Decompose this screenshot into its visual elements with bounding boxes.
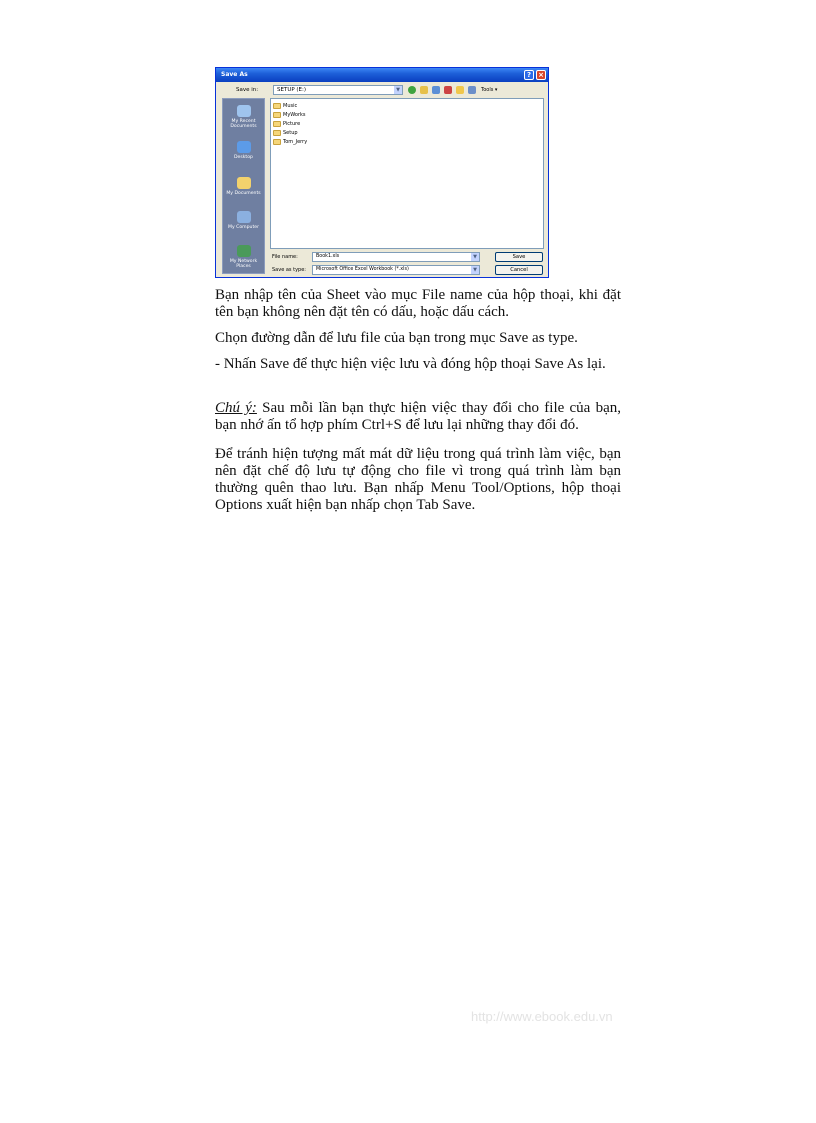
folder-item: Tom_Jerry	[273, 137, 307, 146]
up-folder-icon	[420, 86, 428, 94]
network-places-icon	[237, 245, 251, 257]
close-icon: ×	[536, 70, 546, 80]
folder-icon	[273, 103, 281, 109]
dialog-toolbar	[408, 85, 497, 95]
desktop-icon	[237, 141, 251, 153]
save-in-value: SETUP (E:)	[277, 87, 307, 93]
note-text: Sau mỗi lần bạn thực hiện việc thay đổi cho file của bạn, bạn nhớ ấn tổ hợp phím Ctrl+S để lưu lại những thay đổi đó.	[215, 400, 621, 433]
folder-icon	[273, 139, 281, 145]
paragraph-press-save: - Nhấn Save để thực hiện việc lưu và đóng hộp thoại Save As lại.	[215, 356, 606, 372]
recent-documents-icon	[237, 105, 251, 117]
place-recent-documents: My Recent Documents	[223, 105, 264, 129]
delete-icon	[444, 86, 452, 94]
paragraph-note	[215, 400, 621, 434]
my-documents-icon	[237, 177, 251, 189]
save-in-dropdown	[273, 85, 403, 95]
file-name-label: File name:	[272, 254, 298, 260]
note-label: Chú ý:	[215, 400, 257, 416]
paragraph-autosave: Để tránh hiện tượng mất mát dữ liệu trong quá trình làm việc, bạn nên đặt chế độ lưu tự động cho file vì trong quá trình làm bạn thường quên thao lưu. Bạn nhấp Menu Tool/Options, hộp thoại Options xuất hiện bạn nhấp chọn Tab Save.	[215, 446, 621, 513]
back-icon	[408, 86, 416, 94]
views-icon	[468, 86, 476, 94]
file-name-field: Book1.xls ▼	[312, 252, 480, 262]
folder-item: Setup	[273, 128, 298, 137]
place-desktop: Desktop	[223, 141, 264, 160]
tools-menu: Tools ▾	[481, 87, 498, 93]
folder-icon	[273, 112, 281, 118]
help-icon: ?	[524, 70, 534, 80]
file-type-label: Save as type:	[272, 267, 306, 273]
place-my-network: My Network Places	[223, 245, 264, 269]
file-list	[270, 98, 544, 249]
place-my-documents: My Documents	[223, 177, 264, 196]
folder-item: Picture	[273, 119, 300, 128]
new-folder-icon	[456, 86, 464, 94]
save-as-dialog-screenshot	[215, 67, 549, 278]
folder-icon	[273, 121, 281, 127]
dialog-title: Save As	[221, 71, 248, 78]
folder-item: MyWorks	[273, 110, 306, 119]
paragraph-file-name: Bạn nhập tên của Sheet vào mục File name của hộp thoại, khi đặt tên bạn không nên đặt tên có dấu, hoặc dấu cách.	[215, 287, 621, 320]
file-type-dropdown: Microsoft Office Excel Workbook (*.xls) ▼	[312, 265, 480, 275]
save-in-label: Save in:	[236, 87, 259, 93]
cancel-button: Cancel	[495, 265, 543, 275]
chevron-down-icon: ▼	[394, 86, 402, 94]
dialog-titlebar	[216, 68, 548, 82]
chevron-down-icon: ▼	[471, 266, 479, 274]
folder-item: Music	[273, 101, 297, 110]
paragraph-save-as-type: Chọn đường dẫn để lưu file của bạn trong mục Save as type.	[215, 330, 578, 346]
chevron-down-icon: ▼	[471, 253, 479, 261]
places-bar	[222, 98, 265, 274]
search-web-icon	[432, 86, 440, 94]
save-button: Save	[495, 252, 543, 262]
my-computer-icon	[237, 211, 251, 223]
folder-icon	[273, 130, 281, 136]
footer-url: http://www.ebook.edu.vn	[471, 1009, 613, 1024]
place-my-computer: My Computer	[223, 211, 264, 230]
